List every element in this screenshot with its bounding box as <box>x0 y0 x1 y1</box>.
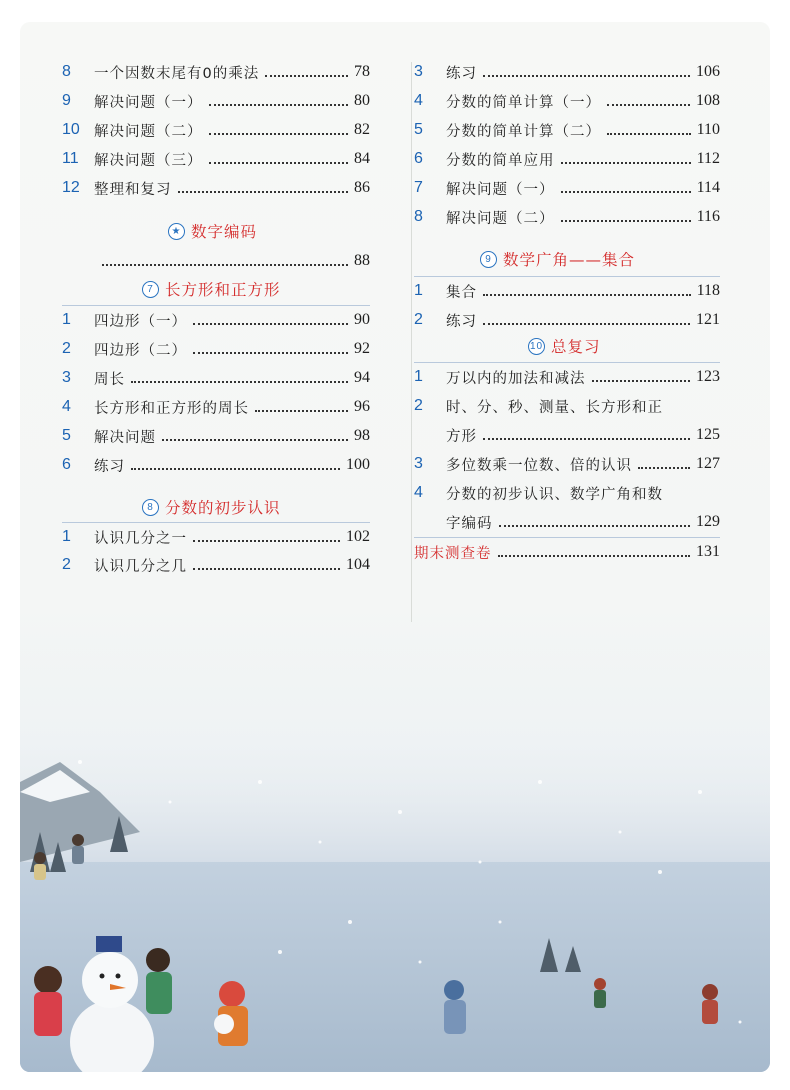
toc-row[interactable] <box>414 59 720 85</box>
toc-page: 129 <box>696 513 720 530</box>
section-heading-8[interactable] <box>142 496 281 518</box>
toc-row[interactable] <box>414 364 720 390</box>
leader-dots <box>193 540 340 542</box>
toc-title: 一个因数末尾有0的乘法 <box>94 65 260 82</box>
toc-title: 四边形（二） <box>94 342 187 359</box>
toc-number: 3 <box>414 63 423 80</box>
divider-line <box>62 522 370 523</box>
toc-number: 8 <box>62 63 71 80</box>
toc-row-final-exam[interactable] <box>414 539 720 565</box>
toc-title: 练习 <box>446 313 477 330</box>
leader-dots <box>607 104 690 106</box>
toc-title: 分数的简单计算（二） <box>446 123 601 140</box>
toc-page: 78 <box>354 63 370 80</box>
leader-dots <box>102 264 348 266</box>
toc-page: 92 <box>354 340 370 357</box>
toc-number: 1 <box>62 311 71 328</box>
toc-row[interactable] <box>62 524 370 550</box>
section-title: 数字编码 <box>191 223 258 241</box>
toc-page: 131 <box>696 543 720 560</box>
leader-dots <box>638 467 690 469</box>
section-heading-digital-code[interactable] <box>168 220 257 242</box>
toc-title: 认识几分之一 <box>94 530 187 547</box>
leader-dots <box>178 191 349 193</box>
toc-title: 练习 <box>94 458 125 475</box>
toc-row[interactable] <box>414 117 720 143</box>
toc-page: 84 <box>354 150 370 167</box>
unit-number-badge: 10 <box>528 338 545 355</box>
section-title: 数学广角——集合 <box>503 251 636 269</box>
toc-row[interactable] <box>414 451 720 477</box>
toc-row[interactable] <box>62 394 370 420</box>
toc-number: 10 <box>62 121 80 138</box>
toc-row[interactable] <box>414 204 720 230</box>
toc-title: 万以内的加法和减法 <box>446 370 586 387</box>
toc-page: 114 <box>696 179 720 196</box>
toc-number: 2 <box>414 311 423 328</box>
unit-number-badge: 8 <box>142 499 159 516</box>
toc-page: 98 <box>354 427 370 444</box>
section-heading-10[interactable] <box>528 335 601 357</box>
toc-page: 96 <box>354 398 370 415</box>
toc-number: 8 <box>414 208 423 225</box>
toc-page: 121 <box>696 311 720 328</box>
toc-title-continued: 字编码 <box>446 515 493 532</box>
toc-row[interactable] <box>62 175 370 201</box>
leader-dots <box>162 439 348 441</box>
toc-row[interactable] <box>414 146 720 172</box>
toc-page: 82 <box>354 121 370 138</box>
toc-title: 认识几分之几 <box>94 558 187 575</box>
leader-dots <box>131 381 348 383</box>
unit-number-badge: 7 <box>142 281 159 298</box>
leader-dots <box>499 525 691 527</box>
leader-dots <box>483 438 690 440</box>
leader-dots <box>193 352 348 354</box>
toc-title: 解决问题 <box>94 429 156 446</box>
toc-row[interactable] <box>62 552 370 578</box>
toc-title: 分数的简单计算（一） <box>446 94 601 111</box>
divider-line <box>414 276 720 277</box>
toc-row[interactable] <box>414 88 720 114</box>
winter-scene-illustration <box>20 722 770 1072</box>
leader-dots <box>607 133 691 135</box>
toc-page: 106 <box>696 63 720 80</box>
divider-line <box>414 362 720 363</box>
toc-row[interactable] <box>62 117 370 143</box>
toc-title: 解决问题（一） <box>94 94 203 111</box>
toc-title: 练习 <box>446 65 477 82</box>
toc-number: 2 <box>414 397 423 414</box>
leader-dots <box>255 410 348 412</box>
toc-title: 整理和复习 <box>94 181 172 198</box>
textbook-page <box>20 22 770 1072</box>
leader-dots <box>592 380 691 382</box>
toc-number: 5 <box>414 121 423 138</box>
toc-number: 1 <box>414 282 423 299</box>
section-heading-7[interactable] <box>142 278 281 300</box>
toc-title: 解决问题（二） <box>94 123 203 140</box>
toc-number: 2 <box>62 556 71 573</box>
toc-page: 80 <box>354 92 370 109</box>
toc-row-continued[interactable] <box>414 509 720 535</box>
toc-page: 127 <box>696 455 720 472</box>
leader-dots <box>265 75 348 77</box>
toc-page: 123 <box>696 368 720 385</box>
leader-dots <box>483 294 691 296</box>
toc-title: 多位数乘一位数、倍的认识 <box>446 457 632 474</box>
toc-title: 时、分、秒、测量、长方形和正 <box>446 399 663 416</box>
toc-row[interactable] <box>62 248 370 274</box>
toc-row[interactable] <box>62 365 370 391</box>
toc-number: 4 <box>62 398 71 415</box>
toc-number: 3 <box>62 369 71 386</box>
toc-row[interactable] <box>62 423 370 449</box>
toc-title: 分数的初步认识、数学广角和数 <box>446 486 663 503</box>
star-badge-icon: ★ <box>168 223 185 240</box>
toc-title: 解决问题（三） <box>94 152 203 169</box>
leader-dots <box>561 162 691 164</box>
leader-dots <box>561 220 691 222</box>
toc-number: 7 <box>414 179 423 196</box>
unit-number-badge: 9 <box>480 251 497 268</box>
toc-page: 88 <box>354 252 370 269</box>
leader-dots <box>483 323 690 325</box>
section-title: 总复习 <box>551 338 601 356</box>
toc-number: 4 <box>414 92 423 109</box>
toc-page: 94 <box>354 369 370 386</box>
toc-title-continued: 方形 <box>446 428 477 445</box>
toc-row[interactable] <box>62 307 370 333</box>
toc-page: 104 <box>346 556 370 573</box>
leader-dots <box>131 468 340 470</box>
toc-title: 周长 <box>94 371 125 388</box>
toc-number: 11 <box>62 150 79 167</box>
divider-line <box>414 537 720 538</box>
toc-page: 102 <box>346 528 370 545</box>
toc-number: 6 <box>414 150 423 167</box>
toc-row[interactable] <box>414 175 720 201</box>
toc-title: 解决问题（二） <box>446 210 555 227</box>
toc-row[interactable] <box>62 336 370 362</box>
toc-page: 116 <box>696 208 720 225</box>
leader-dots <box>498 555 691 557</box>
toc-row[interactable] <box>414 278 720 304</box>
toc-title: 解决问题（一） <box>446 181 555 198</box>
leader-dots <box>209 162 349 164</box>
toc-number: 4 <box>414 484 423 501</box>
toc-row[interactable] <box>62 452 370 478</box>
toc-number: 1 <box>62 528 71 545</box>
toc-title: 长方形和正方形的周长 <box>94 400 249 417</box>
section-title: 分数的初步认识 <box>165 499 281 517</box>
divider-line <box>62 305 370 306</box>
toc-title: 集合 <box>446 284 477 301</box>
toc-page: 112 <box>696 150 720 167</box>
toc-number: 12 <box>62 179 80 196</box>
toc-page: 90 <box>354 311 370 328</box>
toc-row[interactable] <box>414 480 720 506</box>
toc-page: 108 <box>696 92 720 109</box>
toc-number: 3 <box>414 455 423 472</box>
leader-dots <box>193 323 348 325</box>
section-heading-9[interactable] <box>480 248 635 270</box>
toc-row-continued[interactable] <box>414 422 720 448</box>
toc-number: 6 <box>62 456 71 473</box>
leader-dots <box>561 191 691 193</box>
toc-row[interactable] <box>62 59 370 85</box>
toc-page: 100 <box>346 456 370 473</box>
toc-page: 86 <box>354 179 370 196</box>
toc-page: 125 <box>696 426 720 443</box>
leader-dots <box>193 568 340 570</box>
toc-number: 1 <box>414 368 423 385</box>
toc-row[interactable] <box>414 393 720 419</box>
toc-row[interactable] <box>62 146 370 172</box>
column-divider <box>411 62 412 622</box>
toc-title: 分数的简单应用 <box>446 152 555 169</box>
leader-dots <box>209 104 349 106</box>
final-exam-title: 期末测查卷 <box>414 545 492 562</box>
toc-row[interactable] <box>414 307 720 333</box>
toc-row[interactable] <box>62 88 370 114</box>
toc-number: 2 <box>62 340 71 357</box>
toc-page: 110 <box>696 121 720 138</box>
section-title: 长方形和正方形 <box>165 281 281 299</box>
toc-title: 四边形（一） <box>94 313 187 330</box>
leader-dots <box>483 75 690 77</box>
toc-number: 5 <box>62 427 71 444</box>
toc-number: 9 <box>62 92 71 109</box>
leader-dots <box>209 133 349 135</box>
toc-page: 118 <box>696 282 720 299</box>
